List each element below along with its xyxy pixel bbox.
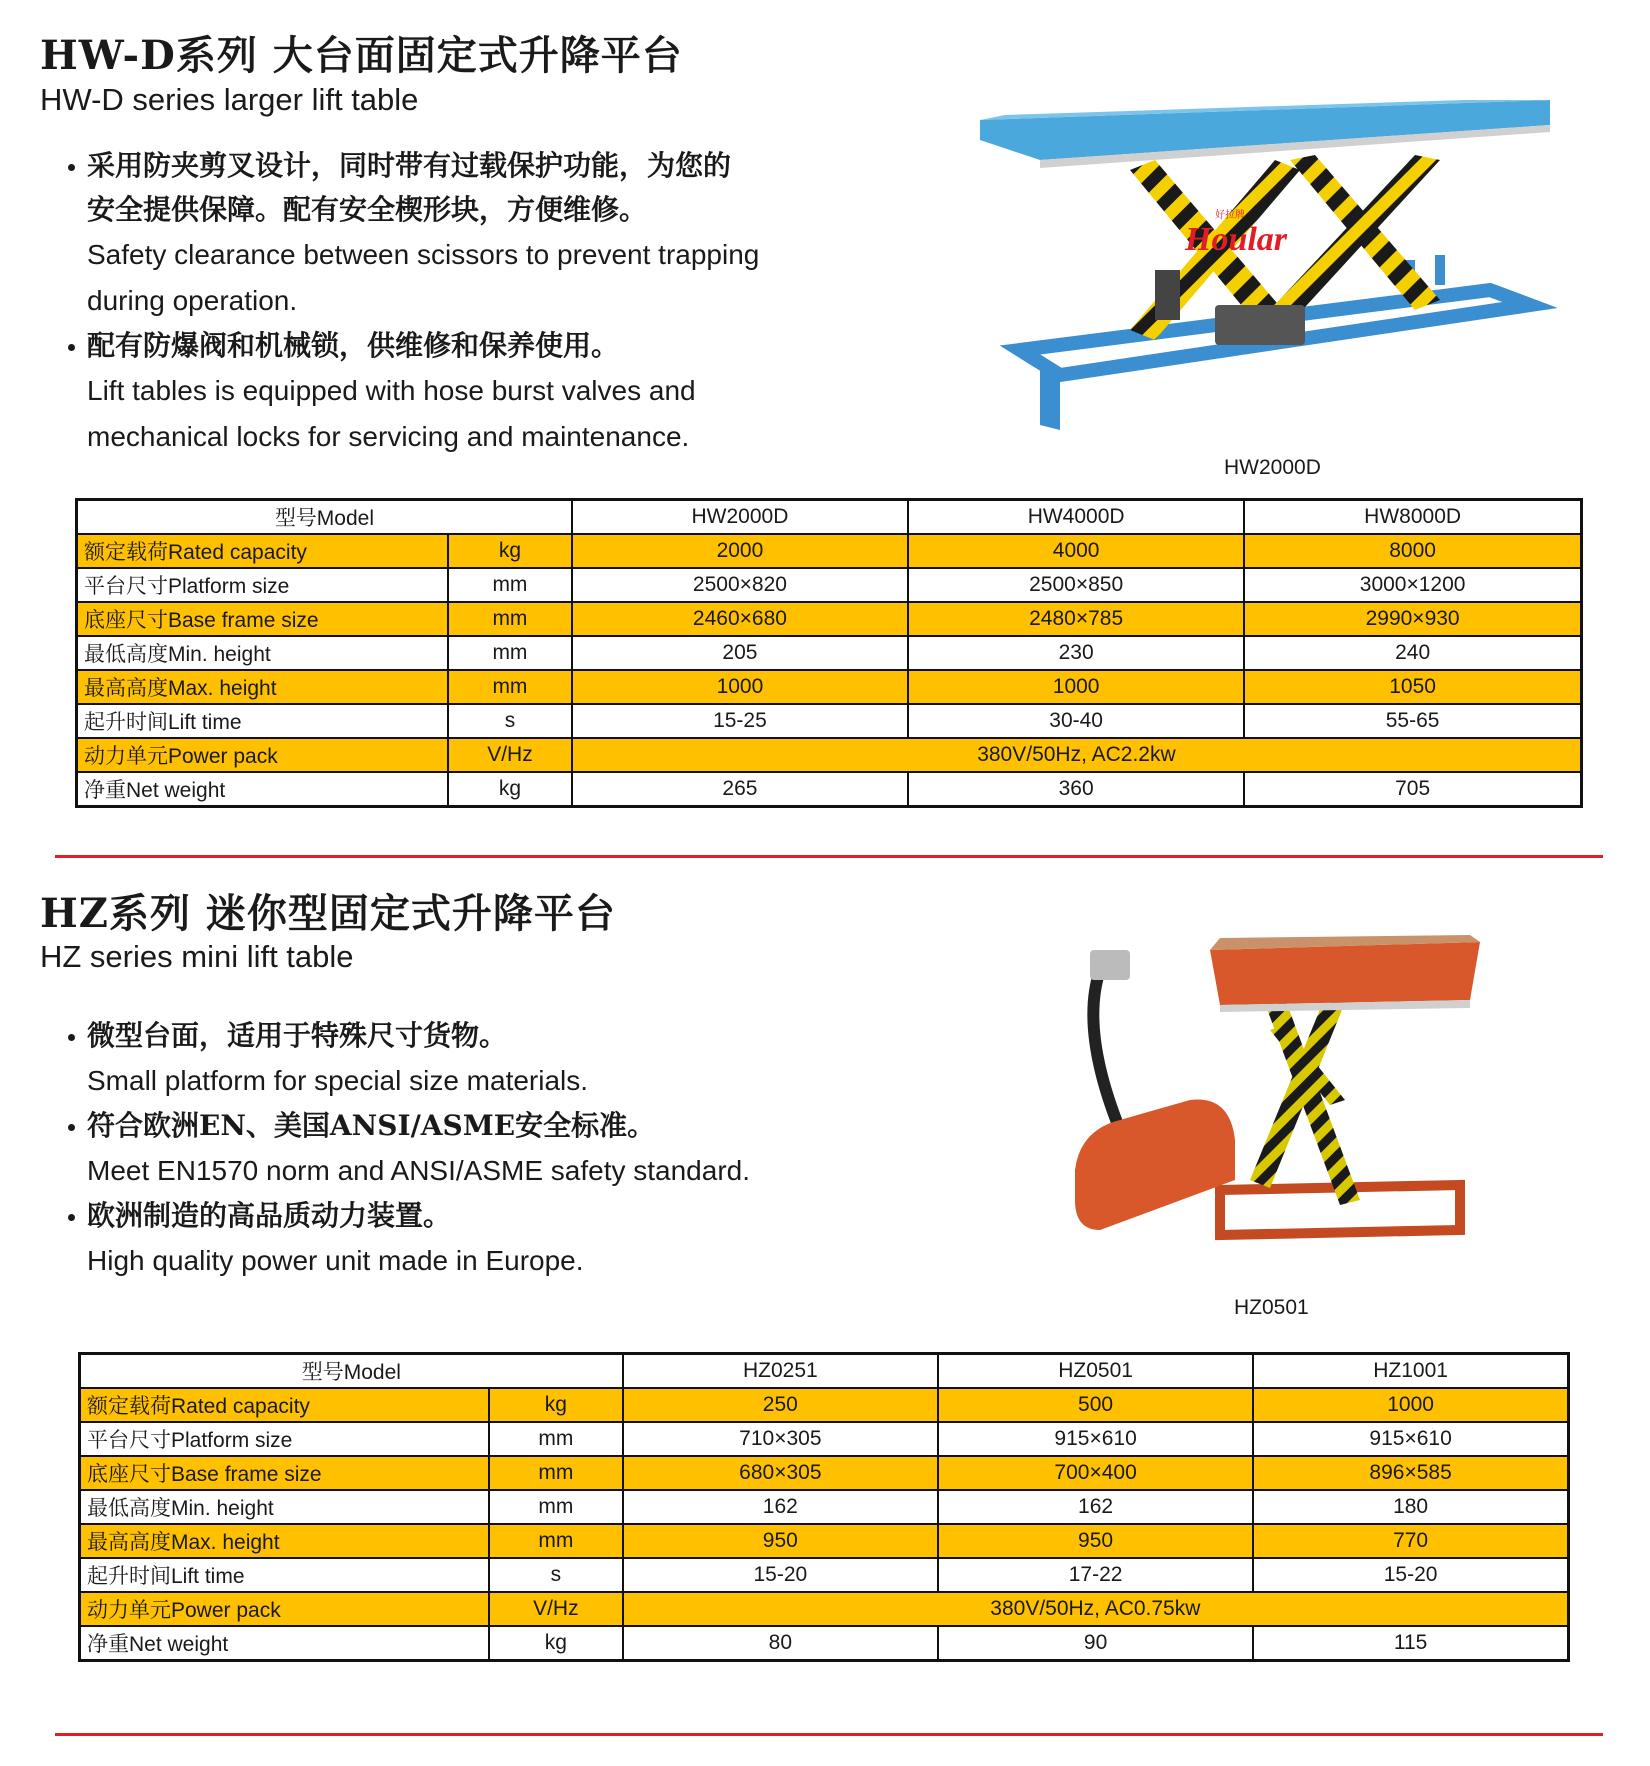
row-value: 15-20 (1253, 1558, 1568, 1592)
bullet-dot-icon (68, 164, 75, 171)
row-value: 162 (938, 1490, 1253, 1524)
bullet-dot-icon (68, 344, 75, 351)
row-label: 底座尺寸Base frame size (77, 602, 449, 636)
bullet-en: Safety clearance between scissors to prevent trapping (87, 239, 760, 270)
row-unit: V/Hz (489, 1592, 623, 1626)
row-value: 2460×680 (572, 602, 908, 636)
row-value: 360 (908, 772, 1244, 807)
bullet-en: during operation. (87, 285, 298, 316)
row-label: 底座尺寸Base frame size (80, 1456, 489, 1490)
row-label: 起升时间Lift time (80, 1558, 489, 1592)
row-value: 896×585 (1253, 1456, 1568, 1490)
row-value: 1000 (1253, 1388, 1568, 1422)
bullet-cn: 欧洲制造的高品质动力装置。 (68, 1194, 848, 1238)
row-value: 500 (938, 1388, 1253, 1422)
section-divider (55, 855, 1603, 858)
hz-spec-table (78, 1352, 1570, 1662)
row-value: 162 (623, 1490, 938, 1524)
hoular-logo-small: 好拉牌 (1215, 210, 1245, 221)
row-value: 710×305 (623, 1422, 938, 1456)
row-value: 8000 (1244, 534, 1581, 568)
model-name: HW8000D (1244, 500, 1581, 535)
table-row (80, 1490, 1569, 1524)
model-name: HZ0251 (623, 1354, 938, 1389)
row-unit: mm (489, 1490, 623, 1524)
table-row (80, 1626, 1569, 1661)
row-value: 700×400 (938, 1456, 1253, 1490)
row-label: 净重Net weight (77, 772, 449, 807)
row-value: 950 (938, 1524, 1253, 1558)
row-value: 250 (623, 1388, 938, 1422)
row-value: 2990×930 (1244, 602, 1581, 636)
row-value: 30-40 (908, 704, 1244, 738)
table-row (77, 636, 1582, 670)
section1-title-en: HW-D series larger lift table (40, 82, 419, 117)
row-value: 265 (572, 772, 908, 807)
row-label: 最低高度Min. height (80, 1490, 489, 1524)
bullet-cn: 配有防爆阀和机械锁，供维修和保养使用。 (68, 324, 848, 368)
section2-bullets (68, 1014, 848, 1284)
bullet-dot-icon (68, 1124, 75, 1131)
row-value: 4000 (908, 534, 1244, 568)
section2-title-cn: HZ系列 迷你型固定式升降平台 (40, 890, 616, 937)
table-row (77, 534, 1582, 568)
row-label: 动力单元Power pack (80, 1592, 489, 1626)
section1-image-caption: HW2000D (1224, 456, 1321, 479)
table-row (80, 1558, 1569, 1592)
model-name: HZ1001 (1253, 1354, 1568, 1389)
row-value: 2500×820 (572, 568, 908, 602)
table-row (80, 1524, 1569, 1558)
bullet-en: Small platform for special size materials. (87, 1065, 589, 1096)
row-value: 90 (938, 1626, 1253, 1661)
table-header-row (77, 500, 1582, 535)
table-row (77, 568, 1582, 602)
row-value-merged: 380V/50Hz, AC2.2kw (572, 738, 1582, 772)
row-value: 2500×850 (908, 568, 1244, 602)
row-unit: mm (448, 568, 572, 602)
row-unit: mm (489, 1456, 623, 1490)
bullet-dot-icon (68, 1034, 75, 1041)
row-value: 15-25 (572, 704, 908, 738)
bullet-cn: 微型台面，适用于特殊尺寸货物。 (68, 1014, 848, 1058)
header-model-label: 型号Model (80, 1354, 623, 1389)
row-value: 705 (1244, 772, 1581, 807)
row-label: 最高高度Max. height (77, 670, 449, 704)
row-label: 最高高度Max. height (80, 1524, 489, 1558)
row-value: 2000 (572, 534, 908, 568)
row-unit: kg (448, 772, 572, 807)
model-name: HW2000D (572, 500, 908, 535)
row-label: 动力单元Power pack (77, 738, 449, 772)
row-unit: mm (489, 1524, 623, 1558)
row-value: 2480×785 (908, 602, 1244, 636)
model-name: HW4000D (908, 500, 1244, 535)
hw-spec-table (75, 498, 1583, 808)
row-label: 起升时间Lift time (77, 704, 449, 738)
row-value: 950 (623, 1524, 938, 1558)
table-row (80, 1388, 1569, 1422)
row-label: 额定载荷Rated capacity (77, 534, 449, 568)
table-row (77, 602, 1582, 636)
row-label: 最低高度Min. height (77, 636, 449, 670)
table-row (80, 1592, 1569, 1626)
bullet-dot-icon (68, 1214, 75, 1221)
row-value: 240 (1244, 636, 1581, 670)
bullet-en: High quality power unit made in Europe. (87, 1245, 584, 1276)
section1-bullets (68, 144, 848, 460)
row-value: 1000 (572, 670, 908, 704)
row-value: 205 (572, 636, 908, 670)
row-value: 80 (623, 1626, 938, 1661)
row-value: 3000×1200 (1244, 568, 1581, 602)
bullet-cn: 安全提供保障。配有安全楔形块，方便维修。 (87, 193, 648, 226)
row-unit: s (448, 704, 572, 738)
row-value: 55-65 (1244, 704, 1581, 738)
row-value: 1000 (908, 670, 1244, 704)
bullet-cn: 采用防夹剪叉设计，同时带有过载保护功能，为您的 (68, 144, 848, 188)
row-unit: mm (448, 670, 572, 704)
section-divider (55, 1733, 1603, 1736)
row-value-merged: 380V/50Hz, AC0.75kw (623, 1592, 1569, 1626)
model-name: HZ0501 (938, 1354, 1253, 1389)
section1-title-cn: HW-D系列 大台面固定式升降平台 (40, 32, 683, 79)
row-value: 770 (1253, 1524, 1568, 1558)
header-model-label: 型号Model (77, 500, 572, 535)
row-label: 平台尺寸Platform size (80, 1422, 489, 1456)
bullet-en: Meet EN1570 norm and ANSI/ASME safety standard. (87, 1155, 751, 1186)
row-unit: mm (489, 1422, 623, 1456)
table-row (77, 670, 1582, 704)
row-unit: mm (448, 636, 572, 670)
row-value: 915×610 (938, 1422, 1253, 1456)
table-row (77, 738, 1582, 772)
table-row (80, 1456, 1569, 1490)
bullet-en: Lift tables is equipped with hose burst valves and (87, 375, 696, 406)
hz0501-product-image (1060, 930, 1480, 1280)
row-label: 平台尺寸Platform size (77, 568, 449, 602)
row-unit: kg (489, 1388, 623, 1422)
row-unit: mm (448, 602, 572, 636)
row-value: 17-22 (938, 1558, 1253, 1592)
bullet-en: mechanical locks for servicing and maintenance. (87, 421, 690, 452)
row-unit: V/Hz (448, 738, 572, 772)
row-value: 1050 (1244, 670, 1581, 704)
table-row (77, 704, 1582, 738)
hoular-logo: Hoular (1185, 221, 1288, 258)
row-value: 680×305 (623, 1456, 938, 1490)
section2-image-caption: HZ0501 (1234, 1296, 1309, 1319)
hw2000d-product-image (970, 100, 1580, 440)
table-row (80, 1422, 1569, 1456)
row-label: 额定载荷Rated capacity (80, 1388, 489, 1422)
row-value: 230 (908, 636, 1244, 670)
row-value: 115 (1253, 1626, 1568, 1661)
table-row (77, 772, 1582, 807)
bullet-cn: 符合欧洲EN、美国ANSI/ASME安全标准。 (68, 1104, 848, 1148)
section2-title-en: HZ series mini lift table (40, 939, 354, 974)
row-value: 15-20 (623, 1558, 938, 1592)
row-unit: kg (448, 534, 572, 568)
row-label: 净重Net weight (80, 1626, 489, 1661)
row-value: 180 (1253, 1490, 1568, 1524)
row-unit: kg (489, 1626, 623, 1661)
row-unit: s (489, 1558, 623, 1592)
table-header-row (80, 1354, 1569, 1389)
row-value: 915×610 (1253, 1422, 1568, 1456)
